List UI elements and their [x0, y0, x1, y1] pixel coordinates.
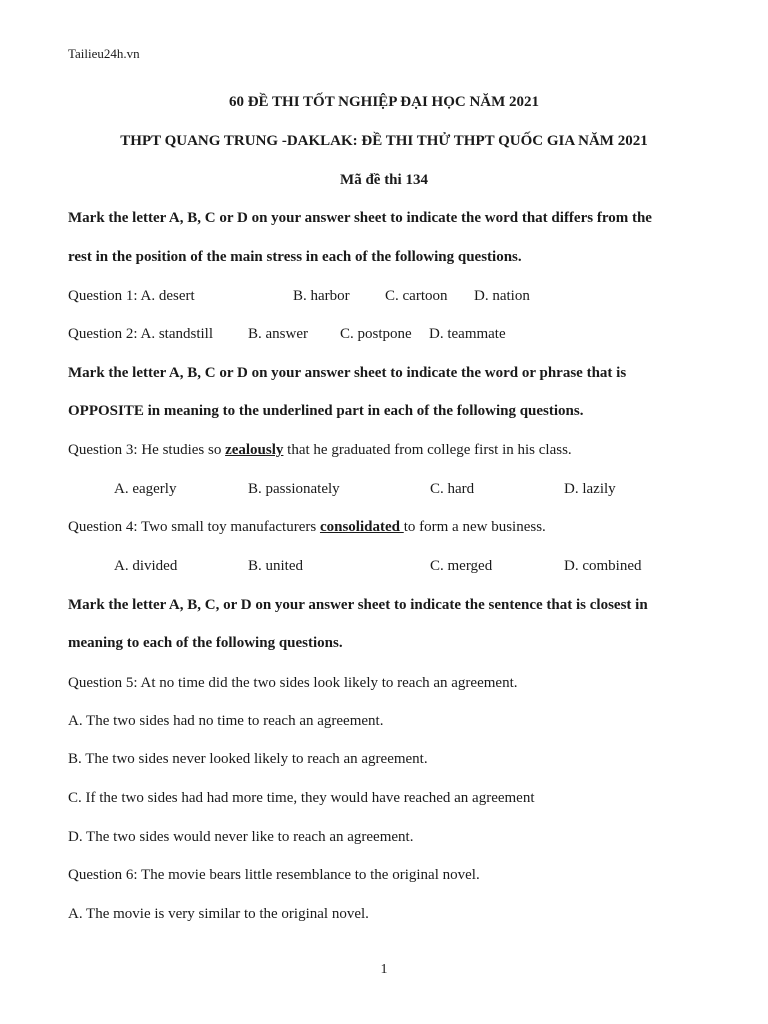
question-3-underlined-word: zealously — [225, 442, 284, 458]
question-4-before: Question 4: Two small toy manufacturers — [68, 519, 320, 535]
question-5-stem: Question 5: At no time did the two sides look likely to reach an agreement. — [68, 675, 518, 691]
question-1 — [68, 288, 195, 305]
question-4-option-a: A. divided — [114, 558, 178, 574]
section1-instruction-line2: rest in the position of the main stress in each of the following questions. — [68, 249, 522, 265]
question-1-label: Question 1: A. desert — [68, 288, 195, 304]
question-2-option-c: C. postpone — [340, 326, 412, 342]
question-1-option-c: C. cartoon — [385, 288, 448, 304]
section3-instruction-line2: meaning to each of the following questions. — [68, 635, 343, 651]
question-5-option-d: D. The two sides would never like to reach an agreement. — [68, 829, 414, 845]
question-4-option-d: D. combined — [564, 558, 642, 574]
question-2-label: Question 2: A. standstill — [68, 326, 214, 342]
section2-instruction-line1: Mark the letter A, B, C or D on your answer sheet to indicate the word or phrase that is — [68, 365, 627, 381]
section2-instruction-line2: OPPOSITE in meaning to the underlined part in each of the following questions. — [68, 403, 584, 419]
question-3-option-d: D. lazily — [564, 481, 616, 497]
section1-instruction-line1: Mark the letter A, B, C or D on your answer sheet to indicate the word that differs from the — [68, 210, 652, 226]
question-4-option-c: C. merged — [430, 558, 493, 574]
question-2 — [68, 326, 213, 343]
exam-code: Mã đề thi 134 — [340, 172, 428, 188]
question-4-option-b: B. united — [248, 558, 303, 574]
source-label: Tailieu24h.vn — [68, 46, 140, 61]
section3-instruction-line1: Mark the letter A, B, C, or D on your answer sheet to indicate the sentence that is closest in — [68, 597, 648, 613]
question-3-after: that he graduated from college first in his class. — [283, 442, 572, 458]
question-3-option-b: B. passionately — [248, 481, 340, 497]
question-2-option-d: D. teammate — [429, 326, 506, 342]
question-2-option-b: B. answer — [248, 326, 308, 342]
question-3-option-a: A. eagerly — [114, 481, 177, 497]
question-5-option-b: B. The two sides never looked likely to reach an agreement. — [68, 751, 428, 767]
document-title: 60 ĐỀ THI TỐT NGHIỆP ĐẠI HỌC NĂM 2021 — [228, 94, 540, 110]
question-1-option-d: D. nation — [474, 288, 530, 304]
question-3-before: Question 3: He studies so — [68, 442, 226, 458]
question-4-stem — [68, 519, 546, 536]
page-number: 1 — [380, 962, 388, 977]
question-3-stem — [68, 442, 572, 459]
question-1-option-b: B. harbor — [293, 288, 350, 304]
question-5-option-c: C. If the two sides had had more time, they would have reached an agreement — [68, 790, 535, 806]
question-4-underlined-word: consolidated — [319, 519, 404, 535]
question-5-option-a: A. The two sides had no time to reach an agreement. — [68, 713, 384, 729]
question-3-option-c: C. hard — [430, 481, 475, 497]
question-6-stem: Question 6: The movie bears little resemblance to the original novel. — [68, 867, 480, 883]
question-6-option-a: A. The movie is very similar to the original novel. — [68, 906, 369, 922]
question-4-after: to form a new business. — [403, 519, 546, 535]
exam-title: THPT QUANG TRUNG -DAKLAK: ĐỀ THI THỬ THPT QUỐC GIA NĂM 2021 — [120, 133, 648, 149]
